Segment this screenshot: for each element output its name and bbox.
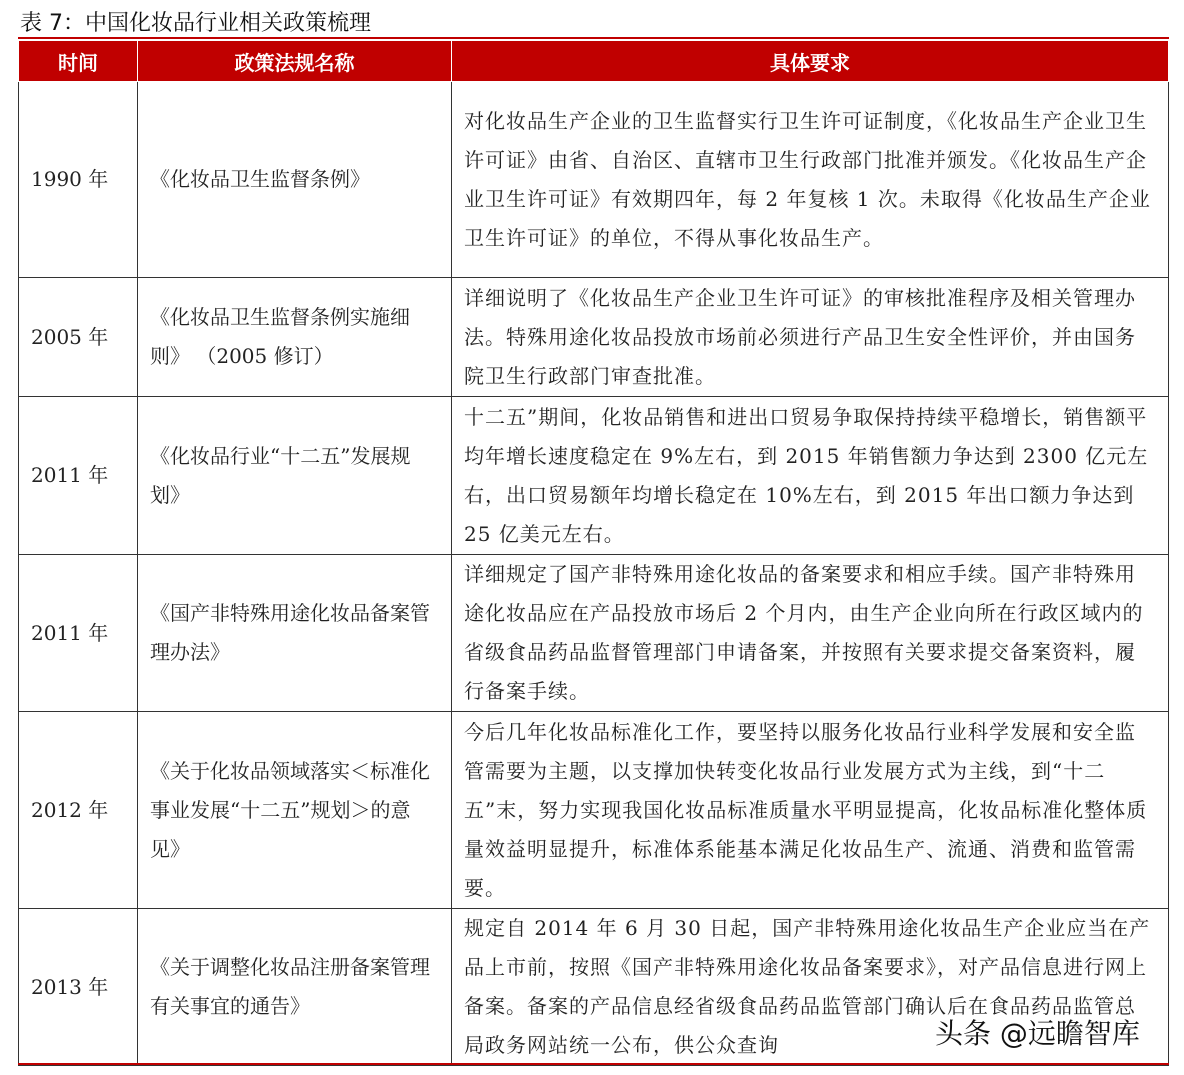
header-row — [19, 41, 1169, 82]
requirement-cell: 今后几年化妆品标准化工作，要坚持以服务化妆品行业科学发展和安全监管需要为主题，以支撑加快转变化妆品行业发展方式为主线，到“十二五”末，努力实现我国化妆品标准质量水平明显提高，化妆品标准化整体质量效益明显提升，标准体系能基本满足化妆品生产、流通、消费和监管需要。 — [452, 712, 1169, 909]
time-cell: 1990 年 — [19, 82, 138, 278]
policy-name-cell: 《关于化妆品领域落实＜标准化 事业发展“十二五”规划＞的意见》 — [138, 712, 452, 909]
time-cell: 2013 年 — [19, 909, 138, 1066]
top-rule — [18, 37, 1169, 39]
requirement-cell: 详细规定了国产非特殊用途化妆品的备案要求和相应手续。国产非特殊用途化妆品应在产品投放市场后 2 个月内，由生产企业向所在行政区域内的省级食品药品监督管理部门申请备案，并按照有关要求提交备案资料，履行备案手续。 — [452, 555, 1169, 712]
table-row — [19, 82, 1169, 278]
requirement-cell: 详细说明了《化妆品生产企业卫生许可证》的审核批准程序及相关管理办法。特殊用途化妆品投放市场前必须进行产品卫生安全性评价，并由国务院卫生行政部门审查批准。 — [452, 278, 1169, 397]
policy-name-cell: 《化妆品行业“十二五”发展规划》 — [138, 397, 452, 555]
requirement-cell: 规定自 2014 年 6 月 30 日起，国产非特殊用途化妆品生产企业应当在产品上市前，按照《国产非特殊用途化妆品备案要求》，对产品信息进行网上备案。备案的产品信息经省级食品药品监管部门确认后在食品药品监管总局政务网站统一公布，供公众查询 — [452, 909, 1169, 1066]
bottom-rule — [18, 1063, 1169, 1065]
header-policy-name: 政策法规名称 — [138, 41, 452, 82]
time-cell: 2012 年 — [19, 712, 138, 909]
time-cell: 2011 年 — [19, 555, 138, 712]
policy-name-cell: 《化妆品卫生监督条例》 — [138, 82, 452, 278]
table-row — [19, 278, 1169, 397]
header-time: 时间 — [19, 41, 138, 82]
table-row — [19, 555, 1169, 712]
time-cell: 2011 年 — [19, 397, 138, 555]
watermark: 头条 @远瞻智库 — [935, 1017, 1140, 1050]
policy-name-cell: 《国产非特殊用途化妆品备案管理办法》 — [138, 555, 452, 712]
requirement-cell: 十二五”期间，化妆品销售和进出口贸易争取保持持续平稳增长，销售额平均年增长速度稳定在 9%左右，到 2015 年销售额力争达到 2300 亿元左右，出口贸易额年均增长稳定在 10%左右，到 2015 年出口额力争达到 25 亿美元左右。 — [452, 397, 1169, 555]
table-caption: 表 7：中国化妆品行业相关政策梳理 — [20, 11, 371, 36]
policy-table — [18, 40, 1169, 1066]
time-cell: 2005 年 — [19, 278, 138, 397]
policy-name-cell: 《关于调整化妆品注册备案管理有关事宜的通告》 — [138, 909, 452, 1066]
policy-name-cell: 《化妆品卫生监督条例实施细则》 （2005 修订） — [138, 278, 452, 397]
table-row — [19, 397, 1169, 555]
table-row — [19, 712, 1169, 909]
header-requirements: 具体要求 — [452, 41, 1169, 82]
requirement-cell: 对化妆品生产企业的卫生监督实行卫生许可证制度，《化妆品生产企业卫生许可证》由省、自治区、直辖市卫生行政部门批准并颁发。《化妆品生产企业卫生许可证》有效期四年，每 2 年复核 1 次。未取得《化妆品生产企业卫生许可证》的单位，不得从事化妆品生产。 — [452, 82, 1169, 278]
